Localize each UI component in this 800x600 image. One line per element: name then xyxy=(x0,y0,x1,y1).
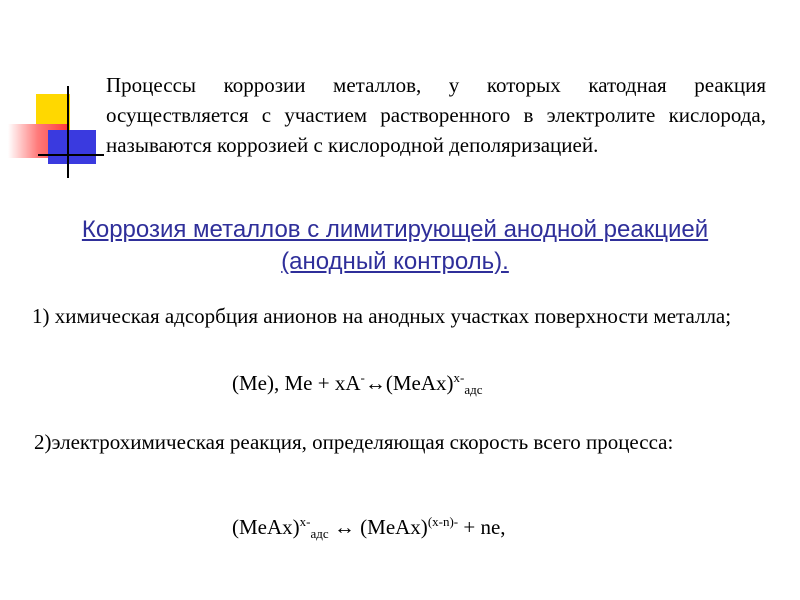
section-heading: Коррозия металлов с лимитирующей анодной реакцией (анодный контроль). xyxy=(81,216,709,275)
intro-paragraph: Процессы коррозии металлов, у которых катодная реакция осуществляется с участием растворенного в электролите кислорода, называются коррозией с кислородной деполяризацией. xyxy=(106,73,766,157)
equation-1-sup-b: x- xyxy=(453,370,465,385)
equation-1-part-a: (Me), Me + xA xyxy=(232,371,361,395)
equation-2-part-a: (MeAx) xyxy=(232,515,300,539)
equation-2-sub-a: адс xyxy=(310,526,329,541)
decorative-squares-icon xyxy=(0,0,120,200)
list-item-1: 1) химическая адсорбция анионов на анодных участках поверхности металла; xyxy=(32,304,732,328)
equation-1-part-b: ↔(MeAx) xyxy=(364,371,454,395)
equation-2 xyxy=(232,515,506,540)
equation-2-sup-b: (x-n)- xyxy=(427,514,459,529)
list-item-2: 2)электрохимическая реакция, определяющая скорость всего процесса: xyxy=(34,430,674,454)
equation-2-part-c: + ne, xyxy=(458,515,506,539)
equation-1-sup-a: - xyxy=(360,370,365,385)
equation-1 xyxy=(232,371,482,396)
equation-2-part-b: ↔ (MeAx) xyxy=(328,515,428,539)
equation-1-sub-b: адс xyxy=(464,382,483,397)
equation-2-sup-a: x- xyxy=(299,514,311,529)
